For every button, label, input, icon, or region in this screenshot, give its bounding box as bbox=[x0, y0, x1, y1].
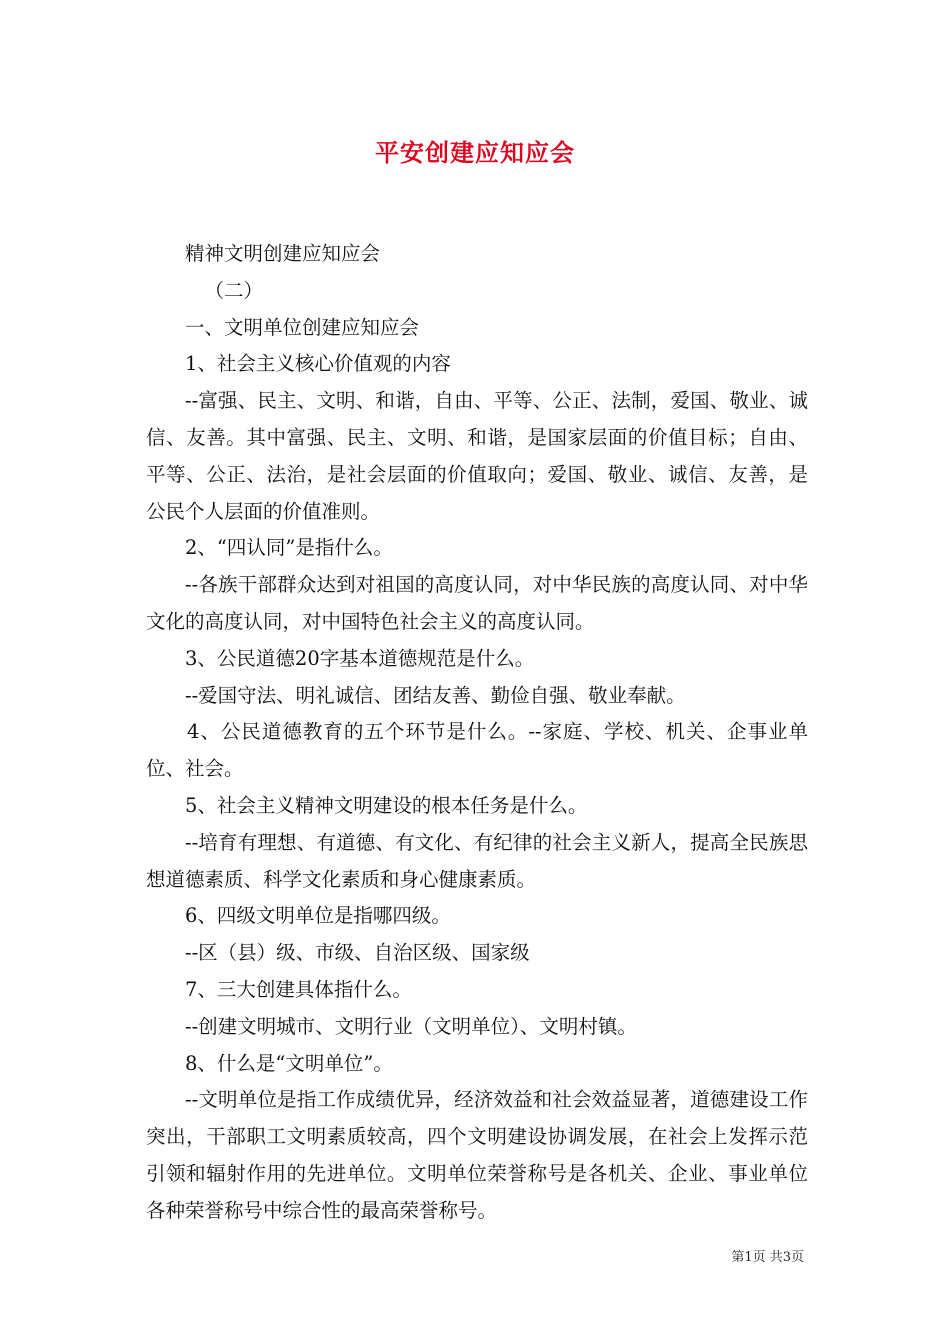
question-answer-4: 4、公民道德教育的五个环节是什么。--家庭、学校、机关、企事业单位、社会。 bbox=[146, 720, 808, 781]
document-title: 平安创建应知应会 bbox=[375, 138, 575, 167]
question-3: 3、公民道德20字基本道德规范是什么。 bbox=[185, 646, 535, 670]
answer-5: --培育有理想、有道德、有文化、有纪律的社会主义新人，提高全民族思想道德素质、科学文化素质和身心健康素质。 bbox=[146, 830, 808, 891]
question-2: 2、“四认同”是指什么。 bbox=[185, 536, 393, 560]
question-6: 6、四级文明单位是指哪四级。 bbox=[185, 904, 451, 928]
answer-7: --创建文明城市、文明行业（文明单位）、文明村镇。 bbox=[185, 1014, 637, 1038]
question-5: 5、社会主义精神文明建设的根本任务是什么。 bbox=[185, 793, 588, 817]
section-heading: 精神文明创建应知应会 bbox=[185, 242, 381, 265]
answer-8: --文明单位是指工作成绩优异，经济效益和社会效益显著，道德建设工作突出，干部职工文明素质较高，四个文明建设协调发展，在社会上发挥示范引领和辐射作用的先进单位。文明单位荣誉称号是各机关、企业、事业单位各种荣誉称号中综合性的最高荣誉称号。 bbox=[146, 1088, 808, 1222]
answer-1: --富强、民主、文明、和谐，自由、平等、公正、法制，爱国、敬业、诚信、友善。其中富强、民主、文明、和谐，是国家层面的价值目标；自由、平等、公正、法治，是社会层面的价值取向；爱国、敬业、诚信、友善，是公民个人层面的价值准则。 bbox=[146, 389, 808, 523]
document-body bbox=[146, 236, 808, 1230]
answer-3: --爱国守法、明礼诚信、团结友善、勤俭自强、敬业奉献。 bbox=[185, 683, 686, 707]
page-number: 第1页 共3页 bbox=[731, 1250, 804, 1265]
answer-2: --各族干部群众达到对祖国的高度认同，对中华民族的高度认同、对中华文化的高度认同，对中国特色社会主义的高度认同。 bbox=[146, 573, 808, 633]
part-heading: 一、文明单位创建应知应会 bbox=[185, 315, 420, 339]
section-subheading: （二） bbox=[204, 278, 264, 302]
question-8: 8、什么是“文明单位”。 bbox=[185, 1051, 393, 1075]
question-1: 1、社会主义核心价值观的内容 bbox=[185, 352, 451, 376]
question-7: 7、三大创建具体指什么。 bbox=[185, 977, 412, 1001]
answer-6: --区（县）级、市级、自治区级、国家级 bbox=[185, 941, 530, 965]
